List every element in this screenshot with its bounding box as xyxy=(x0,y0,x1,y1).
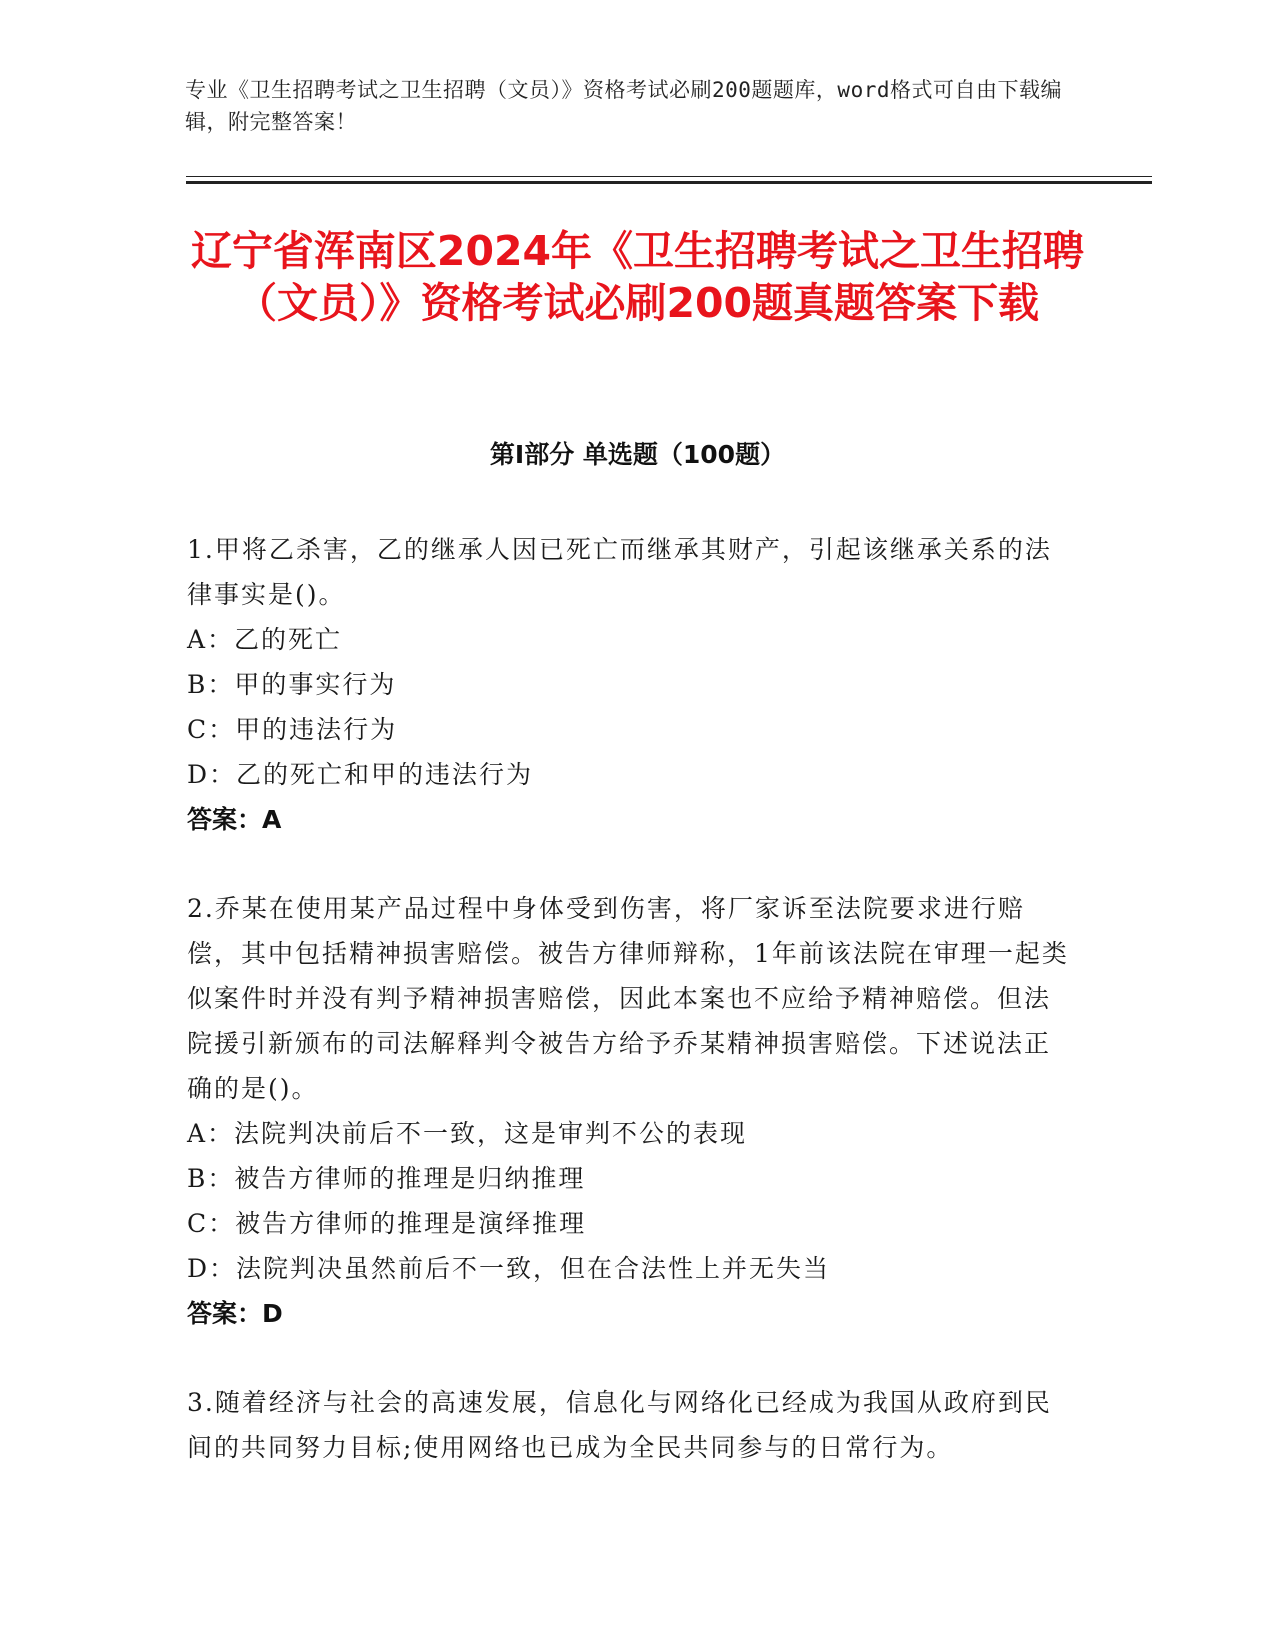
option-d: D：法院判决虽然前后不一致，但在合法性上并无失当 xyxy=(187,1254,831,1283)
option-b: B：甲的事实行为 xyxy=(187,670,397,699)
question-stem: 1.甲将乙杀害，乙的继承人因已死亡而继承其财产，引起该继承关系的法律事实是()。 xyxy=(187,535,1052,609)
answer-label: 答案： xyxy=(187,1299,263,1328)
option-a: A：法院判决前后不一致，这是审判不公的表现 xyxy=(187,1119,748,1148)
section-heading: 第Ⅰ部分 单选题（100题） xyxy=(489,440,786,469)
question-2 xyxy=(187,886,1077,1336)
question-list xyxy=(187,527,1077,1514)
option-b: B：被告方律师的推理是归纳推理 xyxy=(187,1164,586,1193)
question-3 xyxy=(187,1380,1077,1470)
header-divider-thick xyxy=(186,181,1152,184)
answer-line xyxy=(187,797,1077,842)
question-stem: 3.随着经济与社会的高速发展，信息化与网络化已经成为我国从政府到民间的共同努力目标;使用网络也已成为全民共同参与的日常行为。 xyxy=(187,1388,1052,1462)
option-c: C：被告方律师的推理是演绎推理 xyxy=(187,1209,587,1238)
question-1 xyxy=(187,527,1077,842)
option-a: A：乙的死亡 xyxy=(187,625,343,654)
question-stem: 2.乔某在使用某产品过程中身体受到伤害，将厂家诉至法院要求进行赔偿，其中包括精神损害赔偿。被告方律师辩称，1年前该法院在审理一起类似案件时并没有判予精神损害赔偿，因此本案也不应给予精神赔偿。但法院援引新颁布的司法解释判令被告方给予乔某精神损害赔偿。下述说法正确的是()。 xyxy=(187,894,1069,1103)
answer-label: 答案： xyxy=(187,805,263,834)
header-note: 专业《卫生招聘考试之卫生招聘（文员）》资格考试必刷200题题库，word格式可自由下载编辑，附完整答案！ xyxy=(185,78,1062,134)
option-c: C：甲的违法行为 xyxy=(187,715,398,744)
answer-value: D xyxy=(262,1299,283,1328)
answer-value: A xyxy=(262,805,282,834)
header-divider-thin xyxy=(186,176,1152,177)
option-d: D：乙的死亡和甲的违法行为 xyxy=(187,760,534,789)
document-title: 辽宁省浑南区2024年《卫生招聘考试之卫生招聘（文员）》资格考试必刷200题真题答案下载 xyxy=(190,227,1085,327)
answer-line xyxy=(187,1291,1077,1336)
